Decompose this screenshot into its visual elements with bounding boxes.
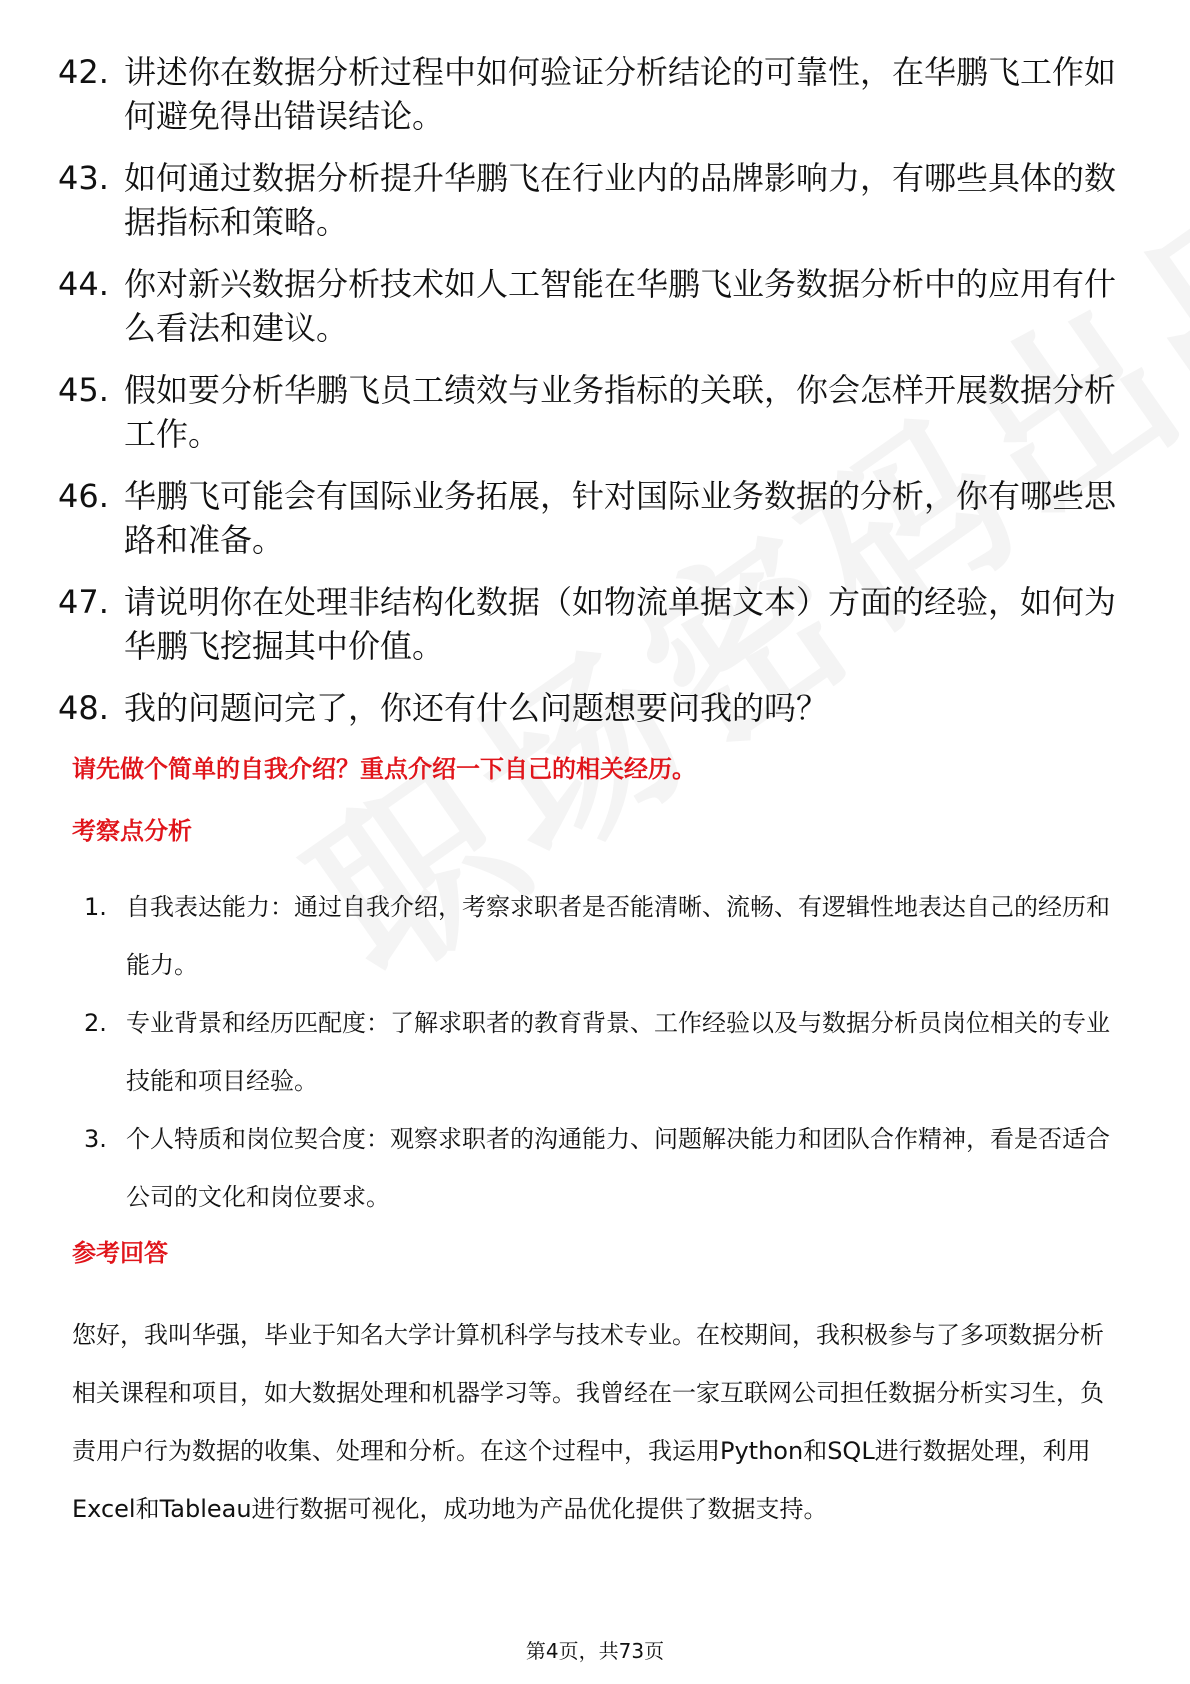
analysis-points <box>84 878 1114 1226</box>
question-number: 42. <box>58 53 109 91</box>
question-item-46 <box>58 474 1118 562</box>
question-number: 43. <box>58 159 109 197</box>
point-text: 自我表达能力：通过自我介绍，考察求职者是否能清晰、流畅、有逻辑性地表达自己的经历和能力。 <box>126 893 1110 979</box>
point-text: 专业背景和经历匹配度：了解求职者的教育背景、工作经验以及与数据分析员岗位相关的专业技能和项目经验。 <box>126 1009 1110 1095</box>
analysis-point <box>84 994 1114 1110</box>
point-number: 2. <box>84 1009 107 1037</box>
question-number: 44. <box>58 265 109 303</box>
question-item-48 <box>58 686 1118 730</box>
question-list <box>58 50 1118 748</box>
question-item-47 <box>58 580 1118 668</box>
question-text: 华鹏飞可能会有国际业务拓展，针对国际业务数据的分析，你有哪些思路和准备。 <box>124 477 1117 559</box>
point-number: 1. <box>84 893 107 921</box>
question-text: 如何通过数据分析提升华鹏飞在行业内的品牌影响力，有哪些具体的数据指标和策略。 <box>124 159 1117 241</box>
highlight-question: 请先做个简单的自我介绍？重点介绍一下自己的相关经历。 <box>72 755 696 783</box>
question-text: 你对新兴数据分析技术如人工智能在华鹏飞业务数据分析中的应用有什么看法和建议。 <box>124 265 1117 347</box>
question-number: 48. <box>58 689 109 727</box>
point-number: 3. <box>84 1125 107 1153</box>
analysis-point <box>84 1110 1114 1226</box>
question-item-45 <box>58 368 1118 456</box>
analysis-point <box>84 878 1114 994</box>
question-number: 45. <box>58 371 109 409</box>
question-item-44 <box>58 262 1118 350</box>
question-item-42 <box>58 50 1118 138</box>
reference-heading: 参考回答 <box>72 1239 168 1267</box>
page-footer: 第4页，共73页 <box>525 1639 665 1663</box>
question-item-43 <box>58 156 1118 244</box>
question-number: 46. <box>58 477 109 515</box>
question-text: 我的问题问完了，你还有什么问题想要问我的吗？ <box>124 689 829 727</box>
question-text: 请说明你在处理非结构化数据（如物流单据文本）方面的经验，如何为华鹏飞挖掘其中价值。 <box>124 583 1117 665</box>
reference-answer: 您好，我叫华强，毕业于知名大学计算机科学与技术专业。在校期间，我积极参与了多项数据分析相关课程和项目，如大数据处理和机器学习等。我曾经在一家互联网公司担任数据分析实习生，负责用户行为数据的收集、处理和分析。在这个过程中，我运用Python和SQL进行数据处理，利用Excel和Tableau进行数据可视化，成功地为产品优化提供了数据支持。 <box>72 1321 1104 1523</box>
point-text: 个人特质和岗位契合度：观察求职者的沟通能力、问题解决能力和团队合作精神，看是否适合公司的文化和岗位要求。 <box>126 1125 1110 1211</box>
question-number: 47. <box>58 583 109 621</box>
question-text: 假如要分析华鹏飞员工绩效与业务指标的关联，你会怎样开展数据分析工作。 <box>124 371 1117 453</box>
question-text: 讲述你在数据分析过程中如何验证分析结论的可靠性，在华鹏飞工作如何避免得出错误结论。 <box>124 53 1117 135</box>
analysis-heading: 考察点分析 <box>72 817 192 845</box>
